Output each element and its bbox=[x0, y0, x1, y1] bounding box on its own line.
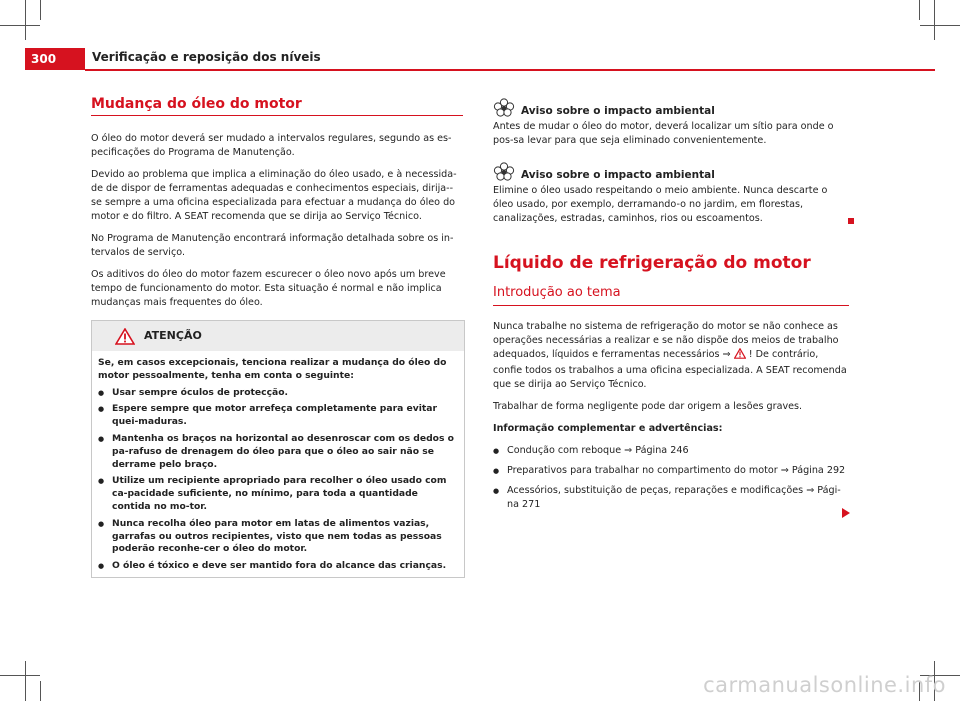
warning-intro: Se, em casos excepcionais, tenciona realizar a mudança do óleo do motor pessoalmente, tenha em conta o seguinte: bbox=[98, 357, 447, 381]
crop-mark bbox=[40, 0, 41, 20]
page-number: 300 bbox=[25, 48, 85, 70]
warning-bullet: ● Nunca recolha óleo para motor em latas de alimentos vazias, garrafas ou outros recipientes, visto que nem todas as pessoas poderão reconhe-cer o óleo do motor. bbox=[98, 518, 459, 556]
crop-mark bbox=[920, 25, 960, 26]
right-column bbox=[493, 98, 849, 518]
environment-notice-title bbox=[493, 162, 849, 182]
paragraph: Os aditivos do óleo do motor fazem escurecer o óleo novo após um breve tempo de funcionamento do motor. Esta situação é normal e não implica mudanças mais frequentes do óleo. bbox=[91, 269, 446, 308]
running-title: Verificação e reposição dos níveis bbox=[92, 50, 321, 64]
environment-title-text: Aviso sobre o impacto ambiental bbox=[521, 105, 715, 117]
info-item-engine-compartment[interactable]: ● Preparativos para trabalhar no compartimento do motor ⇒ Página 292 bbox=[493, 464, 849, 478]
warning-bullet: ● Utilize um recipiente apropriado para recolher o óleo usado com ca-pacidade suficiente, no mínimo, para toda a quantidade contida no mo-tor. bbox=[98, 475, 459, 513]
environment-flower-icon bbox=[493, 162, 515, 182]
section-heading: Mudança do óleo do motor bbox=[91, 96, 302, 112]
warning-bullet: ● Espere sempre que motor arrefeça completamente para evitar quei-maduras. bbox=[98, 403, 459, 429]
crop-mark bbox=[25, 661, 26, 701]
intro-paragraph: Nunca trabalhe no sistema de refrigeração do motor se não conhece as operações necessárias a realizar e se não dispõe dos meios de trabalho adequados, líquidos e ferramentas necessários ⇒ ! De contrário, confie todos os trabalhos a uma oficina especializada. A SEAT recomenda que se dirija ao Serviço Técnico. bbox=[493, 321, 847, 390]
warning-bullet: ● O óleo é tóxico e deve ser mantido fora do alcance das crianças. bbox=[98, 560, 459, 573]
info-heading: Informação complementar e advertências: bbox=[493, 423, 723, 434]
section-title: Líquido de refrigeração do motor bbox=[493, 253, 811, 273]
warning-bullet: ● Mantenha os braços na horizontal ao desenroscar com os dedos o pa-rafuso de drenagem do óleo para que o óleo ao sair não se derrame pelo braço. bbox=[98, 433, 459, 471]
warning-bullet: ● Usar sempre óculos de protecção. bbox=[98, 387, 459, 400]
environment-flower-icon bbox=[493, 98, 515, 118]
left-column bbox=[91, 97, 463, 318]
environment-title-text: Aviso sobre o impacto ambiental bbox=[521, 169, 715, 181]
environment-notice-title bbox=[493, 98, 849, 118]
subsection-title: Introdução ao tema bbox=[493, 285, 621, 300]
info-item-accessories[interactable]: ● Acessórios, substituição de peças, reparações e modificações ⇒ Pági-na 271 bbox=[493, 484, 849, 512]
watermark: carmanualsonline.info bbox=[703, 673, 946, 697]
environment-notice-text: Elimine o óleo usado respeitando o meio ambiente. Nunca descarte o óleo usado, por exemplo, derramando-o no jardim, em florestas, canalizações, estradas, caminhos, rios ou escoamentos. bbox=[493, 185, 828, 224]
environment-notice-text: Antes de mudar o óleo do motor, deverá localizar um sítio para onde o pos-sa levar para que seja eliminado convenientemente. bbox=[493, 121, 834, 146]
info-item-towing[interactable]: ● Condução com reboque ⇒ Página 246 bbox=[493, 444, 849, 458]
continue-arrow-icon bbox=[842, 508, 850, 518]
warning-header bbox=[92, 321, 464, 351]
section-end-marker bbox=[848, 218, 854, 224]
warning-icon bbox=[115, 328, 135, 349]
warning-title: ATENÇÃO bbox=[144, 329, 202, 342]
header-rule bbox=[85, 69, 935, 71]
warning-body bbox=[92, 351, 464, 573]
crop-mark bbox=[919, 0, 920, 20]
crop-mark bbox=[25, 0, 26, 40]
warning-ref-icon[interactable] bbox=[734, 348, 746, 364]
paragraph: Trabalhar de forma negligente pode dar origem a lesões graves. bbox=[493, 401, 803, 412]
warning-box bbox=[91, 320, 465, 578]
crop-mark bbox=[40, 681, 41, 701]
crop-mark bbox=[0, 25, 40, 26]
crop-mark bbox=[934, 0, 935, 40]
info-list bbox=[493, 444, 849, 512]
paragraph: No Programa de Manutenção encontrará informação detalhada sobre os in-tervalos de serviço. bbox=[91, 233, 454, 258]
paragraph: O óleo do motor deverá ser mudado a intervalos regulares, segundo as es-pecificações do Programa de Manutenção. bbox=[91, 133, 452, 158]
paragraph: Devido ao problema que implica a eliminação do óleo usado, e à necessida-de de dispor de ferramentas adequadas e conhecimentos especiais, dirija--se sempre a uma oficina especializada para efectuar a mudança do óleo do motor e do filtro. A SEAT recomenda que se dirija ao Serviço Técnico. bbox=[91, 169, 457, 222]
crop-mark bbox=[0, 675, 40, 676]
